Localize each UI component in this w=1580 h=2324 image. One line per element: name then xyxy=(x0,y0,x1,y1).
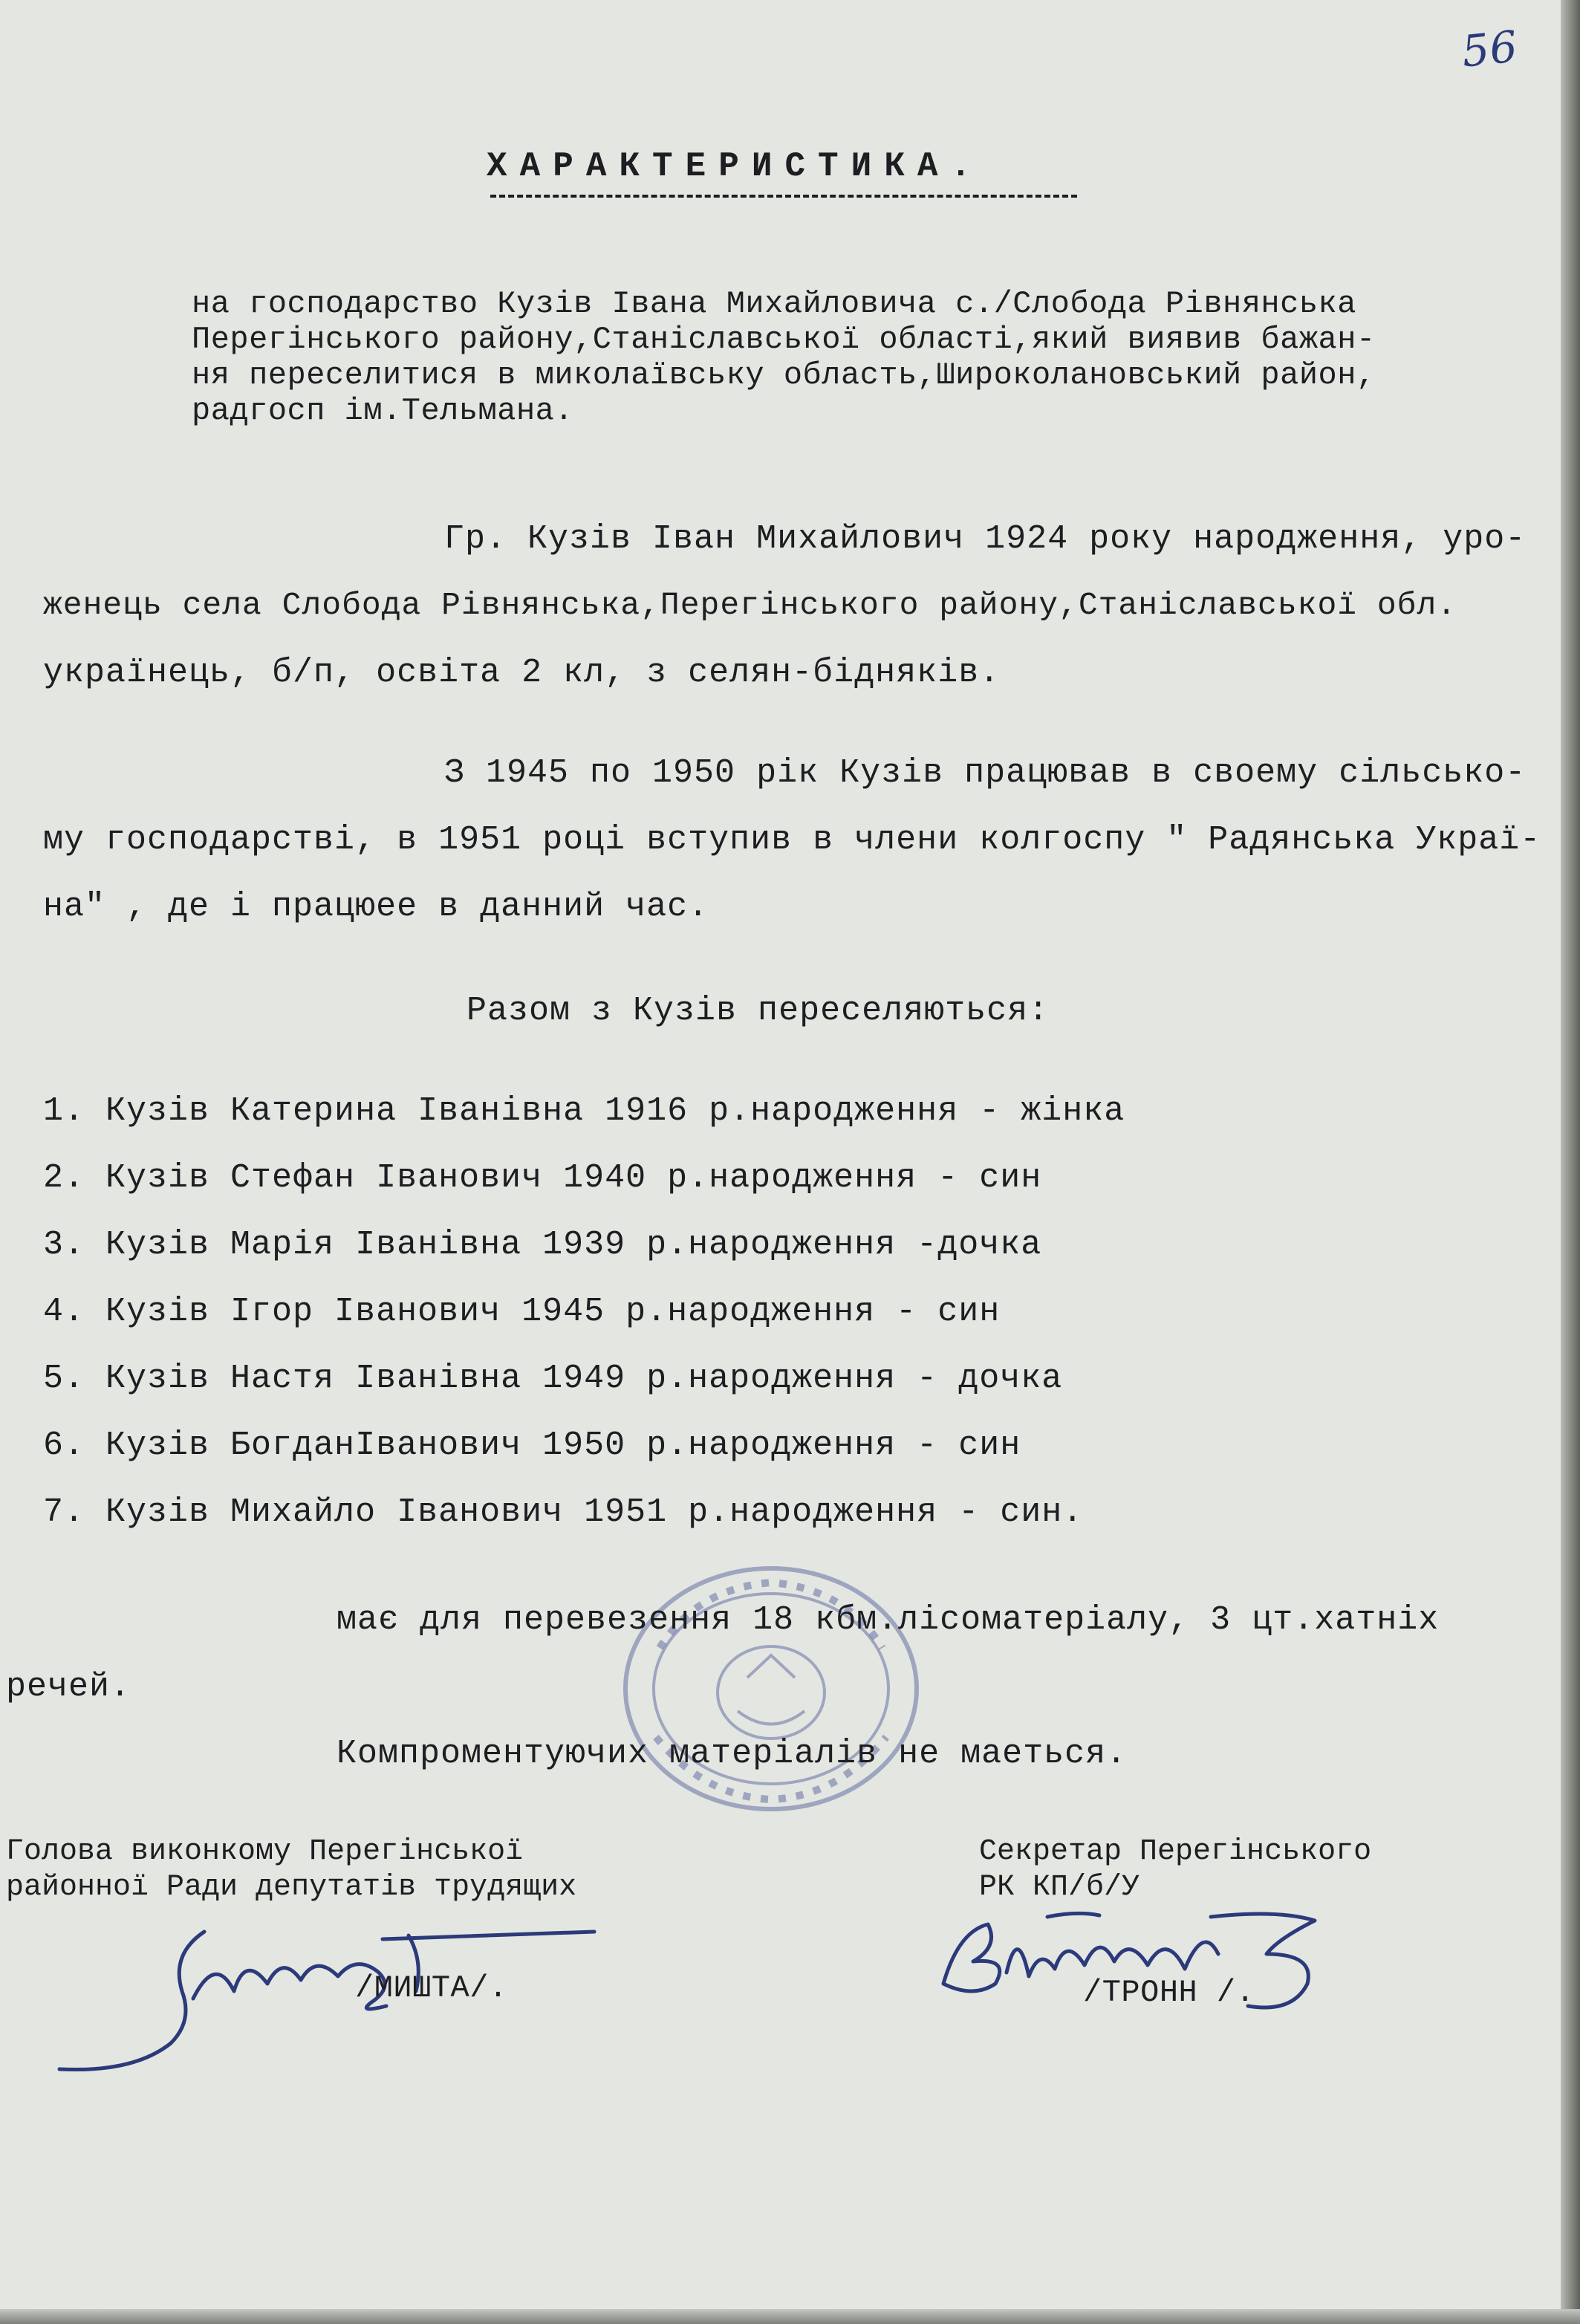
left-signer-name: /МИШТА/. xyxy=(355,1970,508,2006)
title-underline xyxy=(490,195,1077,198)
page-number: 56 xyxy=(1459,21,1521,77)
left-signer-role: районної Ради депутатів трудящих xyxy=(6,1871,577,1904)
paragraph-line: З 1945 по 1950 рік Кузів працював в своему сільсько- xyxy=(444,754,1527,792)
official-stamp xyxy=(615,1559,927,1819)
intro-line: радгосп ім.Тельмана. xyxy=(192,393,574,429)
compromising-note: Компроментуючих матеріалів не маеться. xyxy=(337,1735,1128,1773)
paragraph-line: женець села Слобода Рівнянська,Перегінського району,Станіславської обл. xyxy=(43,587,1457,623)
family-list-item: 4. Кузів Ігор Іванович 1945 р.народження - син xyxy=(43,1293,1001,1331)
left-handwritten-signature xyxy=(45,1909,639,2088)
paragraph-line: му господарстві, в 1951 році вступив в члени колгоспу " Радянська Украї- xyxy=(43,821,1541,859)
family-list-item: 3. Кузів Марія Іванівна 1939 р.народження -дочка xyxy=(43,1226,1042,1264)
paragraph-line: Гр. Кузів Іван Михайлович 1924 року народження, уро- xyxy=(444,520,1527,558)
intro-line: Перегінського району,Станіславської області,який виявив бажан- xyxy=(192,322,1376,357)
right-signer-role: РК КП/б/У xyxy=(979,1871,1140,1904)
intro-line: на господарство Кузів Івана Михайловича с./Слобода Рівнянська xyxy=(192,286,1356,322)
paragraph-line: українець, б/п, освіта 2 кл, з селян-бідняків. xyxy=(43,654,1001,692)
family-list-item: 5. Кузів Настя Іванівна 1949 р.народження - дочка xyxy=(43,1360,1063,1398)
document-title: ХАРАКТЕРИСТИКА. xyxy=(487,147,984,186)
right-signer-name: /ТРОНН /. xyxy=(1083,1975,1255,2010)
transport-line: речей. xyxy=(6,1668,131,1706)
paragraph-line: на" , де і працюее в данний час. xyxy=(43,888,709,926)
family-list-item: 2. Кузів Стефан Іванович 1940 р.народження - син xyxy=(43,1159,1042,1197)
family-list-item: 6. Кузів БогданІванович 1950 р.народження - син xyxy=(43,1426,1021,1464)
page-bottom-shadow xyxy=(0,2309,1580,2324)
left-signer-role: Голова виконкому Перегінської xyxy=(6,1835,524,1869)
family-list-item: 1. Кузів Катерина Іванівна 1916 р.народження - жінка xyxy=(43,1092,1125,1130)
transport-line: має для перевезення 18 кбм.лісоматеріалу, 3 цт.хатніх xyxy=(337,1601,1440,1639)
right-signer-role: Секретар Перегінського xyxy=(979,1835,1372,1869)
family-list-item: 7. Кузів Михайло Іванович 1951 р.народження - син. xyxy=(43,1493,1084,1531)
family-heading: Разом з Кузів переселяються: xyxy=(466,992,1050,1030)
page-edge-shadow xyxy=(1561,0,1580,2324)
intro-line: ня переселитися в миколаївську область,Широколановський район, xyxy=(192,357,1376,393)
